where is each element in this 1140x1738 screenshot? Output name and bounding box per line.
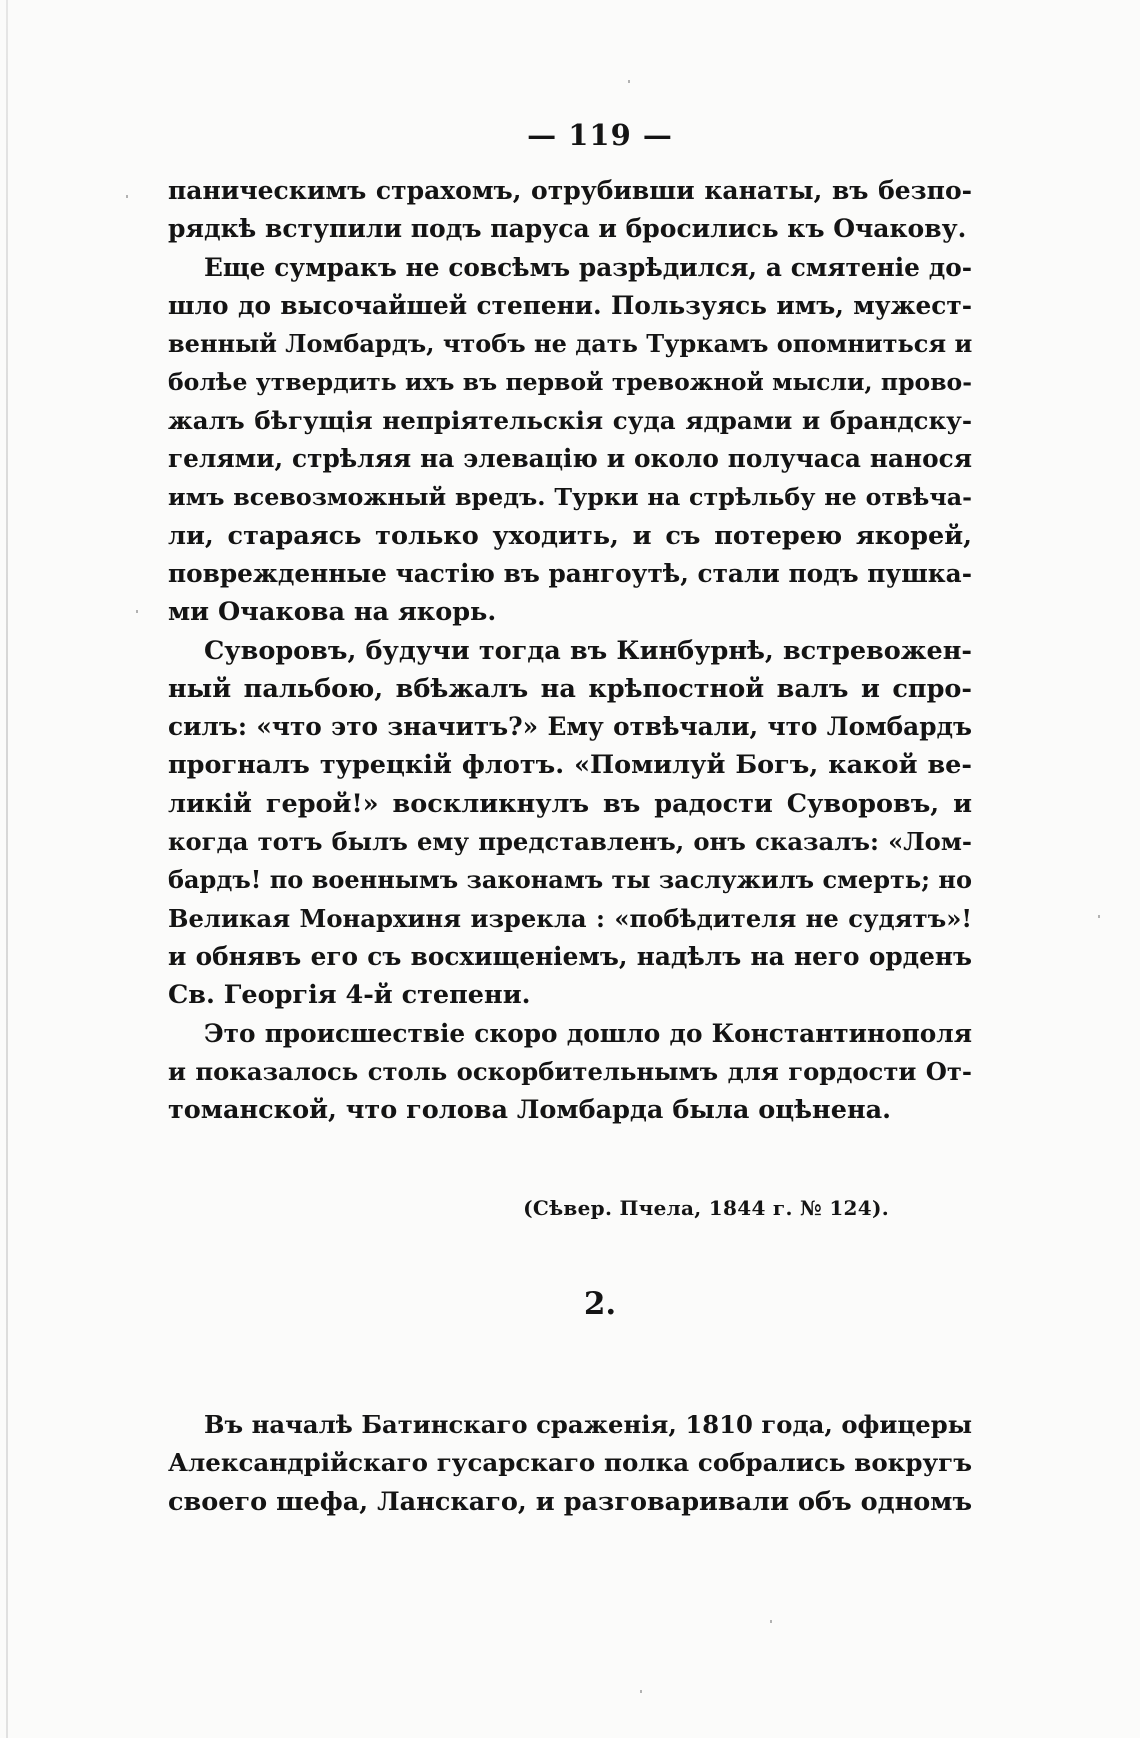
page-number: — 119 —	[527, 118, 673, 152]
text-line: шло до высочайшей степени. Пользуясь имъ, мужест-	[168, 290, 972, 320]
text-line: имъ всевозможный вредъ. Турки на стрѣльбу не отвѣча-	[168, 483, 972, 512]
section-1-text	[168, 172, 972, 1129]
source-citation: (Сѣвер. Пчела, 1844 г. № 124).	[523, 1196, 889, 1220]
text-line: ми Очакова на якорь.	[168, 597, 497, 628]
section-number: 2.	[583, 1286, 617, 1322]
text-line: ликій герой!» воскликнулъ въ радости Суворовъ, и	[168, 788, 972, 819]
text-line: венный Ломбардъ, чтобъ не дать Туркамъ опомниться и	[168, 329, 972, 359]
text-line: поврежденные частію въ рангоутѣ, стали подъ пушка-	[168, 558, 972, 588]
text-line: Еще сумракъ не совсѣмъ разрѣдился, а смятеніе до-	[204, 252, 972, 282]
section-2-text	[168, 1406, 972, 1521]
text-line: рядкѣ вступили подъ паруса и бросились къ Очакову.	[168, 214, 967, 244]
text-line: и обнявъ его съ восхищеніемъ, надѣлъ на него орденъ	[168, 941, 972, 971]
text-line: Великая Монархиня изрекла : «побѣдителя не судятъ»!	[168, 903, 972, 933]
page-edge	[6, 0, 8, 1738]
text-line: когда тотъ былъ ему представленъ, онъ сказалъ: «Лом-	[168, 827, 972, 857]
text-line: Это происшествіе скоро дошло до Константинополя	[204, 1018, 972, 1048]
print-speck	[628, 80, 630, 83]
text-line: томанской, что голова Ломбарда была оцѣнена.	[168, 1095, 892, 1126]
text-line: бардъ! по военнымъ законамъ ты заслужилъ смерть; но	[168, 865, 972, 895]
text-line: Въ началѣ Батинскаго сраженія, 1810 года, офицеры	[204, 1410, 972, 1439]
print-speck	[126, 195, 128, 198]
text-line: силъ: «что это значитъ?» Ему отвѣчали, что Ломбардъ	[168, 712, 972, 742]
text-line: прогналъ турецкій флотъ. «Помилуй Богъ, какой ве-	[168, 750, 972, 781]
print-speck	[770, 1620, 772, 1623]
print-speck	[640, 1690, 642, 1693]
text-line: Александрійскаго гусарскаго полка собрались вокругъ	[168, 1448, 972, 1478]
text-line: своего шефа, Ланскаго, и разговаривали объ одномъ	[168, 1486, 972, 1517]
text-line: паническимъ страхомъ, отрубивши канаты, въ безпо-	[168, 176, 972, 205]
text-line: Суворовъ, будучи тогда въ Кинбурнѣ, встревожен-	[204, 635, 972, 666]
print-speck	[136, 610, 138, 613]
text-line: жалъ бѣгущія непріятельскія суда ядрами и брандску-	[168, 405, 972, 435]
text-line: ли, стараясь только уходить, и съ потерею якорей,	[168, 520, 972, 551]
text-line: Св. Георгія 4-й степени.	[168, 980, 531, 1011]
print-speck	[1098, 915, 1100, 918]
text-line: и показалось столь оскорбительнымъ для гордости От-	[168, 1056, 972, 1086]
text-line: ный пальбою, вбѣжалъ на крѣпостной валъ и спро-	[168, 673, 972, 704]
text-line: гелями, стрѣляя на элевацію и около получаса нанося	[168, 444, 972, 474]
text-line: болѣе утвердить ихъ въ первой тревожной мысли, прово-	[168, 368, 972, 397]
